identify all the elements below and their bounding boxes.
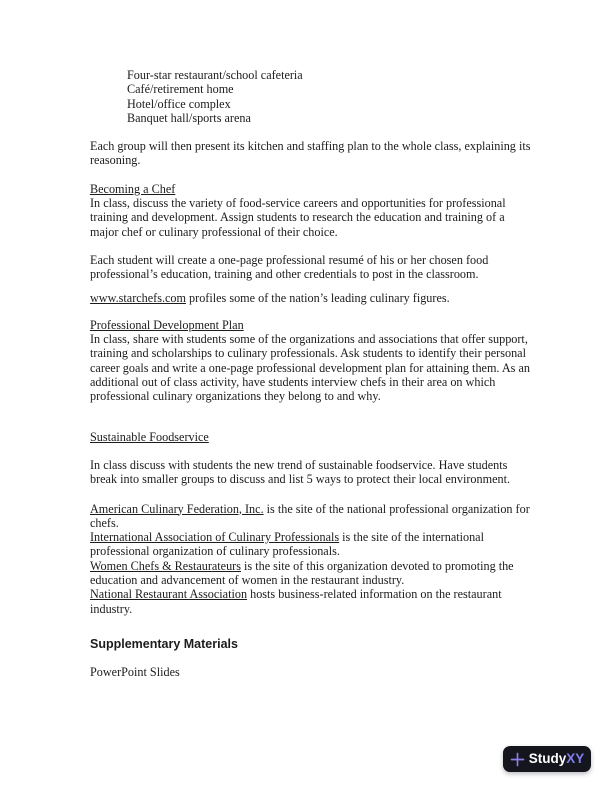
venue-list-item: Four-star restaurant/school cafeteria <box>127 68 303 82</box>
venue-list-item: Banquet hall/sports arena <box>127 110 251 125</box>
venue-list-item: Hotel/office complex <box>127 96 231 111</box>
logo-text <box>529 752 585 766</box>
org-link-entry <box>90 559 531 588</box>
org-link-iacp[interactable]: International Association of Culinary Professionals <box>90 530 340 545</box>
heading-sustainable-foodservice: Sustainable Foodservice <box>90 429 209 444</box>
org-link-iacp-description: is the site of the international professional organization of culinary professionals. <box>90 530 484 559</box>
document-content <box>90 68 531 680</box>
org-link-wcr-description: is the site of this organization devoted to promoting the education and advancement of women in the restaurant industry. <box>90 558 514 588</box>
org-link-wcr[interactable]: Women Chefs & Restaurateurs <box>90 558 241 573</box>
starchefs-link[interactable]: www.starchefs.com <box>90 290 186 305</box>
org-link-nra[interactable]: National Restaurant Association <box>90 587 248 602</box>
heading-supplementary-materials: Supplementary Materials <box>90 636 238 651</box>
paragraph-becoming-a-chef: In class, discuss the variety of food-service careers and opportunities for professional training and development. Assign students to research the education and training of a major chef or culinary professional of their choice. <box>90 196 506 239</box>
paragraph-sustainable-foodservice: In class discuss with students the new trend of sustainable foodservice. Have students break into smaller groups to discuss and list 5 ways to protect their local environment. <box>90 457 511 487</box>
studyxy-logo-badge <box>503 746 591 772</box>
org-link-entry <box>90 502 531 531</box>
heading-becoming-a-chef: Becoming a Chef <box>90 181 176 196</box>
paragraph-group-presentation: Each group will then present its kitchen and staffing plan to the whole class, explaining its reasoning. <box>90 139 531 168</box>
org-link-nra-description: hosts business-related information on the restaurant industry. <box>90 587 502 616</box>
org-link-acf[interactable]: American Culinary Federation, Inc. <box>90 501 264 516</box>
logo-text-accent: XY <box>566 751 585 767</box>
organization-links <box>90 502 531 616</box>
paragraph-resume-assignment: Each student will create a one-page professional resumé of his or her chosen food professional’s education, training and other credentials to post in the classroom. <box>90 252 489 282</box>
paragraph-professional-development-plan: In class, share with students some of the organizations and associations that offer support, training and scholarships to culinary professionals. Ask students to identify their personal career goals and write a one-page professional development plan for attaining them. As an additional out of class activity, have students interview chefs in their area on which professional culinary organizations they belong to and why. <box>90 332 530 404</box>
section-becoming-a-chef <box>90 182 531 239</box>
paragraph-starchefs <box>90 291 531 305</box>
starchefs-text: profiles some of the nation’s leading culinary figures. <box>186 290 450 305</box>
org-link-entry <box>90 530 531 559</box>
logo-text-primary: Study <box>528 751 567 767</box>
heading-professional-development-plan: Professional Development Plan <box>90 317 244 332</box>
plus-icon <box>510 752 525 767</box>
paragraph-powerpoint-slides: PowerPoint Slides <box>90 665 180 680</box>
section-professional-development-plan <box>90 318 531 404</box>
venue-list-item: Café/retirement home <box>127 82 234 97</box>
org-link-acf-description: is the site of the national professional organization for chefs. <box>90 501 530 530</box>
org-link-entry <box>90 587 531 616</box>
venue-list <box>127 68 531 125</box>
